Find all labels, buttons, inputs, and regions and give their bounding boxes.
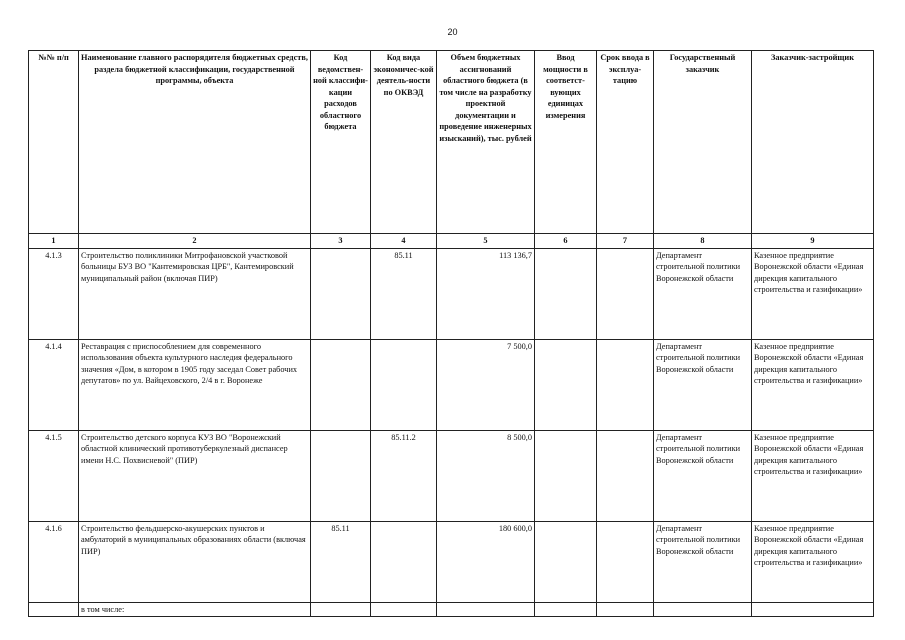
vedom-code: [311, 339, 371, 430]
capacity: [535, 430, 597, 521]
column-number: 1: [29, 234, 79, 249]
budget-amount: 7 500,0: [437, 339, 535, 430]
empty-cell: [654, 602, 752, 617]
commission-term: [597, 430, 654, 521]
empty-cell: [597, 602, 654, 617]
empty-cell: [535, 602, 597, 617]
table-row: [29, 430, 874, 521]
okved-code: 85.11.2: [371, 430, 437, 521]
column-number-row: [29, 234, 874, 249]
budget-table: [28, 50, 874, 617]
header-amount: Объем бюджетных ассигнований областного бюджета (в том числе на разработку проектной документации и проведение инженерных изысканий), тыс. рублей: [437, 51, 535, 234]
budget-amount: 113 136,7: [437, 248, 535, 339]
okved-code: [371, 339, 437, 430]
header-term: Срок ввода в эксплуа-тацию: [597, 51, 654, 234]
capacity: [535, 521, 597, 602]
developer: Казенное предприятие Воронежской области «Единая дирекция капитального строительства и газификации»: [752, 248, 874, 339]
empty-cell: [752, 602, 874, 617]
vedom-code: [311, 430, 371, 521]
header-customer: Государственный заказчик: [654, 51, 752, 234]
header-no: №№ п/п: [29, 51, 79, 234]
commission-term: [597, 521, 654, 602]
header-name: Наименование главного распорядителя бюджетных средств, раздела бюджетной классификации, государственной программы, объекта: [79, 51, 311, 234]
row-number: 4.1.5: [29, 430, 79, 521]
column-number: 3: [311, 234, 371, 249]
commission-term: [597, 248, 654, 339]
okved-code: [371, 521, 437, 602]
vedom-code: 85.11: [311, 521, 371, 602]
column-number: 9: [752, 234, 874, 249]
empty-cell: [311, 602, 371, 617]
state-customer: Департамент строительной политики Воронежской области: [654, 339, 752, 430]
column-number: 6: [535, 234, 597, 249]
object-name: Строительство поликлиники Митрофановской участковой больницы БУЗ ВО "Кантемировская ЦРБ", Кантемировский муниципальный район (включая ПИР): [79, 248, 311, 339]
page-number: 20: [447, 27, 458, 37]
developer: Казенное предприятие Воронежской области «Единая дирекция капитального строительства и газификации»: [752, 339, 874, 430]
developer: Казенное предприятие Воронежской области «Единая дирекция капитального строительства и газификации»: [752, 430, 874, 521]
column-number: 5: [437, 234, 535, 249]
commission-term: [597, 339, 654, 430]
column-number: 8: [654, 234, 752, 249]
header-developer: Заказчик-застройщик: [752, 51, 874, 234]
budget-amount: 180 600,0: [437, 521, 535, 602]
empty-cell: [437, 602, 535, 617]
developer: Казенное предприятие Воронежской области «Единая дирекция капитального строительства и газификации»: [752, 521, 874, 602]
header-capacity: Ввод мощности в соответст-вующих единицах измерения: [535, 51, 597, 234]
table-row: [29, 248, 874, 339]
column-number: 4: [371, 234, 437, 249]
capacity: [535, 339, 597, 430]
header-vedom-code: Код ведомствен-ной классифи-кации расходов областного бюджета: [311, 51, 371, 234]
row-number: 4.1.3: [29, 248, 79, 339]
table-row: [29, 339, 874, 430]
empty-cell: [29, 602, 79, 617]
subtotal-row: [29, 602, 874, 617]
column-number: 7: [597, 234, 654, 249]
column-number: 2: [79, 234, 311, 249]
state-customer: Департамент строительной политики Воронежской области: [654, 430, 752, 521]
row-number: 4.1.4: [29, 339, 79, 430]
state-customer: Департамент строительной политики Воронежской области: [654, 248, 752, 339]
object-name: Строительство фельдшерско-акушерских пунктов и амбулаторий в муниципальных образованиях области (включая ПИР): [79, 521, 311, 602]
okved-code: 85.11: [371, 248, 437, 339]
row-number: 4.1.6: [29, 521, 79, 602]
state-customer: Департамент строительной политики Воронежской области: [654, 521, 752, 602]
header-row: [29, 51, 874, 234]
object-name: Реставрация с приспособлением для современного использования объекта культурного наследия федерального значения «Дом, в котором в 1905 году заседал Совет рабочих депутатов» по ул. Вайцеховского, 2/4 в г. Воронеже: [79, 339, 311, 430]
capacity: [535, 248, 597, 339]
table-row: [29, 521, 874, 602]
budget-amount: 8 500,0: [437, 430, 535, 521]
vedom-code: [311, 248, 371, 339]
subtotal-label: в том числе:: [79, 602, 311, 617]
object-name: Строительство детского корпуса КУЗ ВО "Воронежский областной клинический противотуберкулезный диспансер имени Н.С. Похвисневой" (ПИР): [79, 430, 311, 521]
empty-cell: [371, 602, 437, 617]
header-okved: Код вида экономичес-кой деятель-ности по ОКВЭД: [371, 51, 437, 234]
